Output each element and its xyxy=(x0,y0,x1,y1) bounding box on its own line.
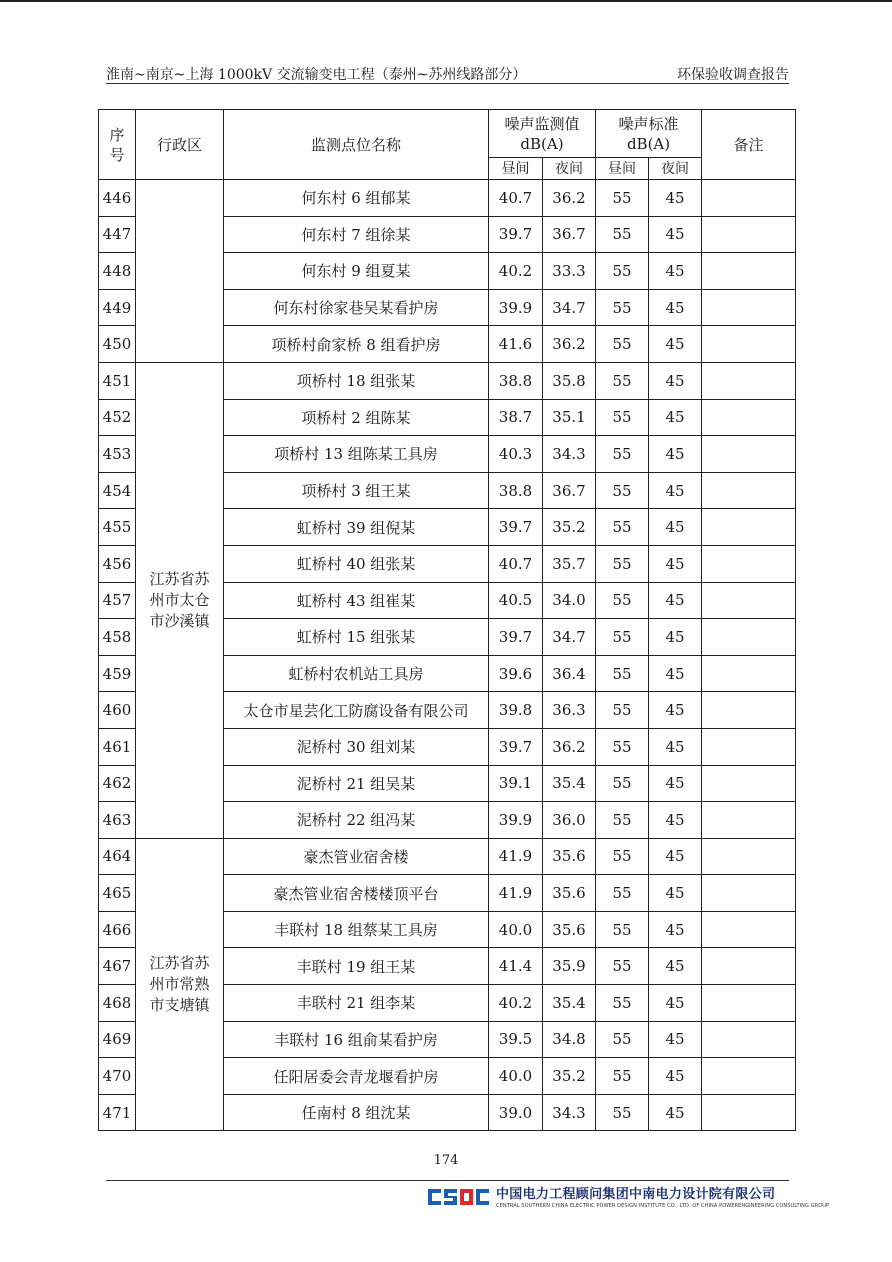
logo-notch-3 xyxy=(464,1193,469,1201)
row-measured-night: 35.4 xyxy=(543,765,596,802)
row-measured-day: 39.0 xyxy=(489,1094,543,1131)
row-point-name: 虹桥村 43 组崔某 xyxy=(224,582,489,619)
row-remark xyxy=(702,765,796,802)
row-seq: 469 xyxy=(99,1021,136,1058)
row-measured-day: 40.3 xyxy=(489,436,543,473)
row-seq: 464 xyxy=(99,838,136,875)
row-seq: 468 xyxy=(99,985,136,1022)
row-point-name: 泥桥村 22 组冯某 xyxy=(224,802,489,839)
row-point-name: 虹桥村农机站工具房 xyxy=(224,655,489,692)
row-point-name: 豪杰管业宿舍楼楼顶平台 xyxy=(224,875,489,912)
row-seq: 457 xyxy=(99,582,136,619)
row-standard-day: 55 xyxy=(596,362,649,399)
row-measured-night: 36.2 xyxy=(543,180,596,217)
row-point-name: 何东村 9 组夏某 xyxy=(224,253,489,290)
row-remark xyxy=(702,545,796,582)
header-measured-night: 夜间 xyxy=(543,158,596,180)
row-standard-night: 45 xyxy=(649,692,702,729)
row-seq: 462 xyxy=(99,765,136,802)
row-seq: 460 xyxy=(99,692,136,729)
header-measured xyxy=(489,110,596,158)
row-seq: 451 xyxy=(99,362,136,399)
row-standard-day: 55 xyxy=(596,838,649,875)
row-remark xyxy=(702,1021,796,1058)
row-standard-night: 45 xyxy=(649,180,702,217)
row-remark xyxy=(702,838,796,875)
row-point-name: 丰联村 19 组王某 xyxy=(224,948,489,985)
page-number: 174 xyxy=(433,1153,459,1168)
noise-monitoring-table xyxy=(98,109,796,1131)
row-standard-night: 45 xyxy=(649,948,702,985)
header-region: 行政区 xyxy=(136,110,224,180)
row-measured-night: 35.1 xyxy=(543,399,596,436)
row-standard-day: 55 xyxy=(596,582,649,619)
row-standard-day: 55 xyxy=(596,1094,649,1131)
row-standard-night: 45 xyxy=(649,985,702,1022)
row-remark xyxy=(702,728,796,765)
row-measured-night: 35.8 xyxy=(543,362,596,399)
row-seq: 461 xyxy=(99,728,136,765)
row-point-name: 项桥村俞家桥 8 组看护房 xyxy=(224,326,489,363)
row-measured-day: 40.0 xyxy=(489,1058,543,1095)
row-standard-night: 45 xyxy=(649,1021,702,1058)
footer-rule xyxy=(106,1180,789,1181)
row-measured-day: 39.7 xyxy=(489,728,543,765)
row-standard-day: 55 xyxy=(596,289,649,326)
row-point-name: 虹桥村 15 组张某 xyxy=(224,619,489,656)
row-seq: 453 xyxy=(99,436,136,473)
row-measured-day: 39.7 xyxy=(489,509,543,546)
row-standard-day: 55 xyxy=(596,180,649,217)
row-point-name: 何东村 6 组郁某 xyxy=(224,180,489,217)
region-cell xyxy=(136,180,224,363)
row-standard-day: 55 xyxy=(596,911,649,948)
table-row xyxy=(99,362,796,399)
row-standard-day: 55 xyxy=(596,472,649,509)
row-remark xyxy=(702,253,796,290)
row-standard-day: 55 xyxy=(596,765,649,802)
row-standard-night: 45 xyxy=(649,399,702,436)
row-remark xyxy=(702,362,796,399)
row-point-name: 虹桥村 40 组张某 xyxy=(224,545,489,582)
row-seq: 458 xyxy=(99,619,136,656)
row-point-name: 丰联村 18 组蔡某工具房 xyxy=(224,911,489,948)
top-rule xyxy=(0,0,892,2)
row-standard-night: 45 xyxy=(649,326,702,363)
header-remark: 备注 xyxy=(702,110,796,180)
row-seq: 452 xyxy=(99,399,136,436)
row-measured-night: 36.7 xyxy=(543,472,596,509)
region-cell xyxy=(136,838,224,1131)
row-measured-day: 38.7 xyxy=(489,399,543,436)
row-measured-night: 35.6 xyxy=(543,838,596,875)
logo-notch-2a xyxy=(448,1193,457,1196)
row-measured-night: 34.7 xyxy=(543,289,596,326)
row-seq: 465 xyxy=(99,875,136,912)
row-measured-night: 34.7 xyxy=(543,619,596,656)
row-standard-day: 55 xyxy=(596,545,649,582)
row-measured-day: 40.2 xyxy=(489,253,543,290)
region-cell xyxy=(136,362,224,838)
row-standard-day: 55 xyxy=(596,509,649,546)
row-point-name: 丰联村 21 组李某 xyxy=(224,985,489,1022)
row-standard-day: 55 xyxy=(596,728,649,765)
row-remark xyxy=(702,802,796,839)
row-standard-night: 45 xyxy=(649,765,702,802)
row-seq: 467 xyxy=(99,948,136,985)
row-measured-day: 41.6 xyxy=(489,326,543,363)
logo-notch-1 xyxy=(432,1193,441,1201)
row-measured-night: 35.4 xyxy=(543,985,596,1022)
row-point-name: 任阳居委会青龙堰看护房 xyxy=(224,1058,489,1095)
header-rule xyxy=(106,83,789,84)
row-seq: 449 xyxy=(99,289,136,326)
row-measured-night: 36.2 xyxy=(543,728,596,765)
row-measured-night: 35.2 xyxy=(543,1058,596,1095)
row-measured-day: 40.2 xyxy=(489,985,543,1022)
row-remark xyxy=(702,875,796,912)
company-block xyxy=(496,1183,830,1209)
row-measured-day: 39.7 xyxy=(489,216,543,253)
row-standard-night: 45 xyxy=(649,1094,702,1131)
row-remark xyxy=(702,326,796,363)
row-remark xyxy=(702,509,796,546)
row-standard-night: 45 xyxy=(649,362,702,399)
row-measured-day: 39.5 xyxy=(489,1021,543,1058)
header-seq xyxy=(99,110,136,180)
row-standard-night: 45 xyxy=(649,619,702,656)
row-measured-night: 34.0 xyxy=(543,582,596,619)
row-remark xyxy=(702,655,796,692)
row-measured-day: 40.5 xyxy=(489,582,543,619)
header-standard-night: 夜间 xyxy=(649,158,702,180)
table-row xyxy=(99,838,796,875)
header-standard-label: 噪声标准 dB(A) xyxy=(618,114,679,153)
row-point-name: 任南村 8 组沈某 xyxy=(224,1094,489,1131)
row-remark xyxy=(702,436,796,473)
row-seq: 466 xyxy=(99,911,136,948)
row-measured-day: 39.6 xyxy=(489,655,543,692)
row-point-name: 项桥村 2 组陈某 xyxy=(224,399,489,436)
logo-block-2 xyxy=(444,1189,457,1205)
row-measured-night: 35.2 xyxy=(543,509,596,546)
row-standard-night: 45 xyxy=(649,911,702,948)
row-measured-day: 39.8 xyxy=(489,692,543,729)
region-label: 江苏省苏 州市太仓 市沙溪镇 xyxy=(149,569,210,630)
header-standard xyxy=(596,110,702,158)
row-remark xyxy=(702,582,796,619)
row-standard-day: 55 xyxy=(596,655,649,692)
row-seq: 450 xyxy=(99,326,136,363)
row-measured-night: 36.7 xyxy=(543,216,596,253)
row-standard-day: 55 xyxy=(596,399,649,436)
row-remark xyxy=(702,948,796,985)
row-standard-night: 45 xyxy=(649,216,702,253)
row-seq: 456 xyxy=(99,545,136,582)
row-seq: 448 xyxy=(99,253,136,290)
row-measured-day: 39.9 xyxy=(489,289,543,326)
row-standard-day: 55 xyxy=(596,875,649,912)
row-point-name: 泥桥村 21 组吴某 xyxy=(224,765,489,802)
row-seq: 446 xyxy=(99,180,136,217)
row-standard-night: 45 xyxy=(649,472,702,509)
row-point-name: 何东村徐家巷吴某看护房 xyxy=(224,289,489,326)
row-seq: 455 xyxy=(99,509,136,546)
row-point-name: 项桥村 13 组陈某工具房 xyxy=(224,436,489,473)
row-measured-day: 39.7 xyxy=(489,619,543,656)
row-standard-night: 45 xyxy=(649,436,702,473)
row-remark xyxy=(702,1094,796,1131)
header-title: 淮南~南京~上海 1000kV 交流输变电工程（泰州~苏州线路部分） xyxy=(106,67,527,83)
row-measured-night: 36.3 xyxy=(543,692,596,729)
header-report-type: 环保验收调查报告 xyxy=(677,67,789,83)
row-measured-day: 40.7 xyxy=(489,180,543,217)
row-point-name: 项桥村 18 组张某 xyxy=(224,362,489,399)
table-body xyxy=(99,180,796,1131)
row-measured-night: 35.7 xyxy=(543,545,596,582)
row-point-name: 项桥村 3 组王某 xyxy=(224,472,489,509)
company-logo-icon xyxy=(428,1186,492,1208)
row-standard-night: 45 xyxy=(649,802,702,839)
row-remark xyxy=(702,399,796,436)
row-measured-night: 34.3 xyxy=(543,1094,596,1131)
logo-notch-2b xyxy=(444,1198,453,1201)
row-measured-night: 35.6 xyxy=(543,911,596,948)
row-measured-day: 38.8 xyxy=(489,362,543,399)
row-measured-night: 35.6 xyxy=(543,875,596,912)
row-measured-day: 40.0 xyxy=(489,911,543,948)
row-standard-night: 45 xyxy=(649,838,702,875)
row-standard-day: 55 xyxy=(596,985,649,1022)
row-standard-day: 55 xyxy=(596,802,649,839)
row-standard-day: 55 xyxy=(596,326,649,363)
row-remark xyxy=(702,180,796,217)
row-remark xyxy=(702,216,796,253)
row-standard-day: 55 xyxy=(596,216,649,253)
table-row xyxy=(99,180,796,217)
row-measured-night: 35.9 xyxy=(543,948,596,985)
company-name-en: CENTRAL SOUTHERN CHINA ELECTRIC POWER DESIGN INSTITUTE CO., LTD. OF CHINA POWERENGINEERING CONSULTING GROUP xyxy=(496,1203,830,1209)
header-point-name: 监测点位名称 xyxy=(224,110,489,180)
row-remark xyxy=(702,289,796,326)
row-point-name: 何东村 7 组徐某 xyxy=(224,216,489,253)
row-measured-day: 41.9 xyxy=(489,875,543,912)
row-standard-night: 45 xyxy=(649,509,702,546)
row-standard-night: 45 xyxy=(649,655,702,692)
row-remark xyxy=(702,985,796,1022)
row-seq: 471 xyxy=(99,1094,136,1131)
row-measured-night: 33.3 xyxy=(543,253,596,290)
row-measured-night: 34.8 xyxy=(543,1021,596,1058)
row-measured-night: 34.3 xyxy=(543,436,596,473)
row-remark xyxy=(702,619,796,656)
row-standard-day: 55 xyxy=(596,1058,649,1095)
company-name-cn: 中国电力工程顾问集团中南电力设计院有限公司 xyxy=(496,1187,776,1202)
row-standard-night: 45 xyxy=(649,582,702,619)
row-remark xyxy=(702,1058,796,1095)
row-standard-day: 55 xyxy=(596,692,649,729)
row-measured-day: 39.1 xyxy=(489,765,543,802)
header-standard-day: 昼间 xyxy=(596,158,649,180)
row-point-name: 虹桥村 39 组倪某 xyxy=(224,509,489,546)
row-measured-day: 40.7 xyxy=(489,545,543,582)
row-standard-night: 45 xyxy=(649,253,702,290)
header-seq-label: 序 号 xyxy=(109,125,125,164)
header-measured-day: 昼间 xyxy=(489,158,543,180)
row-standard-day: 55 xyxy=(596,619,649,656)
row-standard-day: 55 xyxy=(596,948,649,985)
row-measured-day: 41.4 xyxy=(489,948,543,985)
row-measured-night: 36.2 xyxy=(543,326,596,363)
header-measured-label: 噪声监测值 dB(A) xyxy=(504,114,580,153)
region-label: 江苏省苏 州市常熟 市支塘镇 xyxy=(149,954,210,1015)
row-measured-day: 41.9 xyxy=(489,838,543,875)
row-remark xyxy=(702,692,796,729)
row-seq: 470 xyxy=(99,1058,136,1095)
row-standard-day: 55 xyxy=(596,436,649,473)
row-measured-night: 36.4 xyxy=(543,655,596,692)
row-remark xyxy=(702,911,796,948)
row-measured-day: 39.9 xyxy=(489,802,543,839)
row-measured-day: 38.8 xyxy=(489,472,543,509)
row-point-name: 丰联村 16 组俞某看护房 xyxy=(224,1021,489,1058)
row-point-name: 豪杰管业宿舍楼 xyxy=(224,838,489,875)
row-seq: 447 xyxy=(99,216,136,253)
row-seq: 463 xyxy=(99,802,136,839)
row-standard-night: 45 xyxy=(649,545,702,582)
row-point-name: 太仓市星芸化工防腐设备有限公司 xyxy=(224,692,489,729)
row-seq: 459 xyxy=(99,655,136,692)
row-measured-night: 36.0 xyxy=(543,802,596,839)
row-seq: 454 xyxy=(99,472,136,509)
row-standard-night: 45 xyxy=(649,1058,702,1095)
row-point-name: 泥桥村 30 组刘某 xyxy=(224,728,489,765)
page-header xyxy=(106,62,789,84)
row-standard-night: 45 xyxy=(649,289,702,326)
row-remark xyxy=(702,472,796,509)
row-standard-day: 55 xyxy=(596,253,649,290)
row-standard-night: 45 xyxy=(649,728,702,765)
row-standard-night: 45 xyxy=(649,875,702,912)
row-standard-day: 55 xyxy=(596,1021,649,1058)
logo-notch-4 xyxy=(480,1193,489,1201)
